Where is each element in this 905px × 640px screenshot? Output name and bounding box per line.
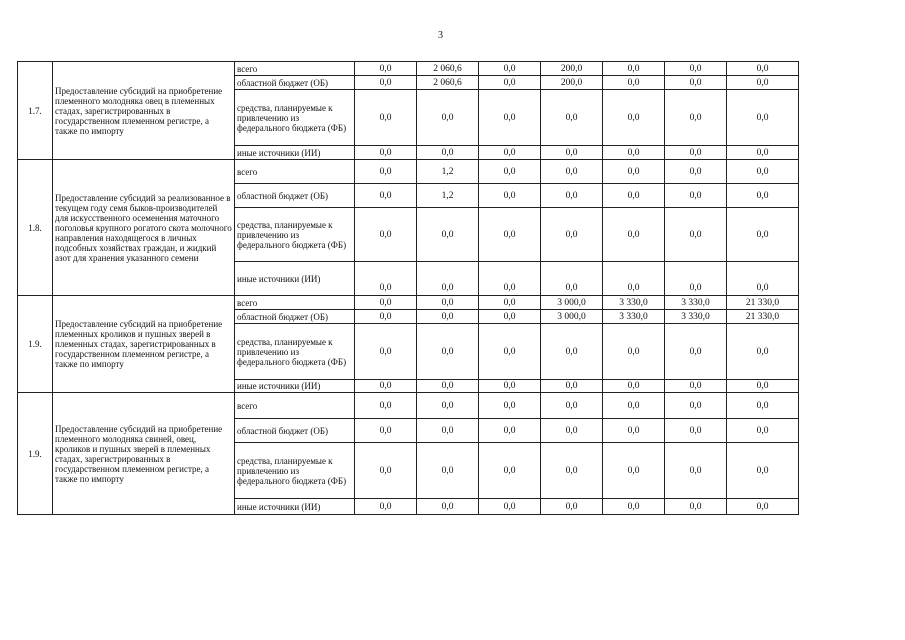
value-cell: 0,0 xyxy=(355,380,417,393)
value-cell: 0,0 xyxy=(665,208,727,262)
value-cell: 0,0 xyxy=(541,262,603,296)
funding-source: областной бюджет (ОБ) xyxy=(235,184,355,208)
value-cell: 0,0 xyxy=(417,208,479,262)
value-cell: 0,0 xyxy=(665,393,727,419)
table-row xyxy=(18,296,799,310)
value-cell: 0,0 xyxy=(355,324,417,380)
section-description: Предоставление субсидий на приобретение племенных кроликов и пушных зверей в племенных стадах, зарегистрированных в государственном племенном регистре, а также по импорту xyxy=(53,296,235,393)
section-description: Предоставление субсидий на приобретение племенного молодняка овец в племенных стадах, зарегистрированных в государственном племенном регистре, а также по импорту xyxy=(53,62,235,160)
value-cell: 0,0 xyxy=(541,393,603,419)
value-cell: 0,0 xyxy=(665,90,727,146)
value-cell: 0,0 xyxy=(603,160,665,184)
funding-source: всего xyxy=(235,160,355,184)
table-row xyxy=(18,160,799,184)
value-cell: 0,0 xyxy=(417,499,479,515)
value-cell: 0,0 xyxy=(603,393,665,419)
value-cell: 1,2 xyxy=(417,160,479,184)
value-cell: 0,0 xyxy=(479,184,541,208)
value-cell: 0,0 xyxy=(727,419,799,443)
value-cell: 3 330,0 xyxy=(665,310,727,324)
value-cell: 0,0 xyxy=(479,62,541,76)
section-number: 1.7. xyxy=(18,62,53,160)
value-cell: 0,0 xyxy=(603,499,665,515)
value-cell: 0,0 xyxy=(541,419,603,443)
section-description: Предоставление субсидий на приобретение племенного молодняка свиней, овец, кроликов и пушных зверей в племенных стадах, зарегистрированных в государственном племенном регистре, а также по импорту xyxy=(53,393,235,515)
value-cell: 0,0 xyxy=(479,393,541,419)
value-cell: 0,0 xyxy=(665,146,727,160)
value-cell: 0,0 xyxy=(603,419,665,443)
value-cell: 0,0 xyxy=(417,380,479,393)
budget-table xyxy=(17,61,799,515)
funding-source: иные источники (ИИ) xyxy=(235,499,355,515)
value-cell: 3 330,0 xyxy=(603,296,665,310)
value-cell: 0,0 xyxy=(665,262,727,296)
value-cell: 0,0 xyxy=(479,90,541,146)
value-cell: 0,0 xyxy=(479,380,541,393)
value-cell: 0,0 xyxy=(665,380,727,393)
value-cell: 0,0 xyxy=(541,443,603,499)
value-cell: 0,0 xyxy=(727,160,799,184)
value-cell: 0,0 xyxy=(541,90,603,146)
funding-source: средства, планируемые к привлечению из федерального бюджета (ФБ) xyxy=(235,208,355,262)
value-cell: 0,0 xyxy=(355,310,417,324)
value-cell: 1,2 xyxy=(417,184,479,208)
value-cell: 0,0 xyxy=(727,393,799,419)
value-cell: 0,0 xyxy=(417,90,479,146)
value-cell: 0,0 xyxy=(727,380,799,393)
funding-source: областной бюджет (ОБ) xyxy=(235,419,355,443)
value-cell: 0,0 xyxy=(355,393,417,419)
value-cell: 0,0 xyxy=(603,324,665,380)
funding-source: иные источники (ИИ) xyxy=(235,262,355,296)
value-cell: 200,0 xyxy=(541,76,603,90)
value-cell: 0,0 xyxy=(541,208,603,262)
section-number: 1.9. xyxy=(18,296,53,393)
value-cell: 0,0 xyxy=(541,184,603,208)
value-cell: 0,0 xyxy=(355,262,417,296)
value-cell: 0,0 xyxy=(479,76,541,90)
value-cell: 0,0 xyxy=(541,324,603,380)
funding-source: всего xyxy=(235,62,355,76)
funding-source: средства, планируемые к привлечению из федерального бюджета (ФБ) xyxy=(235,443,355,499)
value-cell: 0,0 xyxy=(479,160,541,184)
section-number: 1.8. xyxy=(18,160,53,296)
value-cell: 0,0 xyxy=(603,208,665,262)
value-cell: 0,0 xyxy=(727,208,799,262)
value-cell: 0,0 xyxy=(603,90,665,146)
value-cell: 3 330,0 xyxy=(665,296,727,310)
value-cell: 0,0 xyxy=(727,146,799,160)
value-cell: 0,0 xyxy=(603,62,665,76)
value-cell: 0,0 xyxy=(727,184,799,208)
funding-source: средства, планируемые к привлечению из федерального бюджета (ФБ) xyxy=(235,90,355,146)
value-cell: 0,0 xyxy=(665,76,727,90)
value-cell: 0,0 xyxy=(355,146,417,160)
value-cell: 0,0 xyxy=(727,443,799,499)
value-cell: 2 060,6 xyxy=(417,62,479,76)
funding-source: средства, планируемые к привлечению из федерального бюджета (ФБ) xyxy=(235,324,355,380)
value-cell: 0,0 xyxy=(417,262,479,296)
value-cell: 0,0 xyxy=(355,499,417,515)
value-cell: 0,0 xyxy=(665,62,727,76)
value-cell: 0,0 xyxy=(417,443,479,499)
value-cell: 0,0 xyxy=(727,62,799,76)
value-cell: 0,0 xyxy=(417,310,479,324)
value-cell: 0,0 xyxy=(355,296,417,310)
value-cell: 0,0 xyxy=(727,76,799,90)
value-cell: 0,0 xyxy=(417,324,479,380)
value-cell: 0,0 xyxy=(355,90,417,146)
page-blank-area xyxy=(0,522,905,640)
value-cell: 0,0 xyxy=(541,380,603,393)
value-cell: 0,0 xyxy=(355,184,417,208)
value-cell: 0,0 xyxy=(355,419,417,443)
value-cell: 3 330,0 xyxy=(603,310,665,324)
value-cell: 0,0 xyxy=(355,62,417,76)
value-cell: 0,0 xyxy=(603,184,665,208)
value-cell: 0,0 xyxy=(417,419,479,443)
value-cell: 0,0 xyxy=(479,262,541,296)
funding-source: всего xyxy=(235,393,355,419)
section-description: Предоставление субсидий за реализованное в текущем году семя быков-производителей для искусственного осеменения маточного поголовья крупного рогатого скота молочного направления находящегося в личных подсобных хозяйствах граждан, и жидкий азот для хранения указанного семени xyxy=(53,160,235,296)
value-cell: 0,0 xyxy=(355,160,417,184)
value-cell: 21 330,0 xyxy=(727,310,799,324)
value-cell: 0,0 xyxy=(541,499,603,515)
value-cell: 0,0 xyxy=(665,324,727,380)
value-cell: 0,0 xyxy=(603,443,665,499)
value-cell: 0,0 xyxy=(479,208,541,262)
value-cell: 21 330,0 xyxy=(727,296,799,310)
value-cell: 0,0 xyxy=(479,443,541,499)
value-cell: 0,0 xyxy=(355,208,417,262)
value-cell: 0,0 xyxy=(727,90,799,146)
value-cell: 0,0 xyxy=(541,146,603,160)
value-cell: 0,0 xyxy=(355,443,417,499)
value-cell: 0,0 xyxy=(417,296,479,310)
section-number: 1.9. xyxy=(18,393,53,515)
funding-source: всего xyxy=(235,296,355,310)
value-cell: 0,0 xyxy=(665,419,727,443)
value-cell: 0,0 xyxy=(355,76,417,90)
value-cell: 0,0 xyxy=(727,262,799,296)
value-cell: 0,0 xyxy=(727,499,799,515)
table-row xyxy=(18,62,799,76)
value-cell: 0,0 xyxy=(479,146,541,160)
value-cell: 0,0 xyxy=(479,419,541,443)
value-cell: 0,0 xyxy=(603,380,665,393)
value-cell: 0,0 xyxy=(665,499,727,515)
value-cell: 0,0 xyxy=(603,76,665,90)
value-cell: 0,0 xyxy=(479,310,541,324)
value-cell: 0,0 xyxy=(479,499,541,515)
funding-source: иные источники (ИИ) xyxy=(235,380,355,393)
value-cell: 3 000,0 xyxy=(541,310,603,324)
value-cell: 2 060,6 xyxy=(417,76,479,90)
value-cell: 0,0 xyxy=(417,393,479,419)
value-cell: 0,0 xyxy=(727,324,799,380)
table-row xyxy=(18,393,799,419)
page-number: 3 xyxy=(438,30,443,41)
value-cell: 0,0 xyxy=(479,296,541,310)
funding-source: областной бюджет (ОБ) xyxy=(235,310,355,324)
value-cell: 0,0 xyxy=(665,443,727,499)
value-cell: 0,0 xyxy=(417,146,479,160)
value-cell: 0,0 xyxy=(665,160,727,184)
value-cell: 3 000,0 xyxy=(541,296,603,310)
funding-source: иные источники (ИИ) xyxy=(235,146,355,160)
value-cell: 0,0 xyxy=(541,160,603,184)
value-cell: 200,0 xyxy=(541,62,603,76)
value-cell: 0,0 xyxy=(603,262,665,296)
value-cell: 0,0 xyxy=(665,184,727,208)
value-cell: 0,0 xyxy=(479,324,541,380)
funding-source: областной бюджет (ОБ) xyxy=(235,76,355,90)
value-cell: 0,0 xyxy=(603,146,665,160)
